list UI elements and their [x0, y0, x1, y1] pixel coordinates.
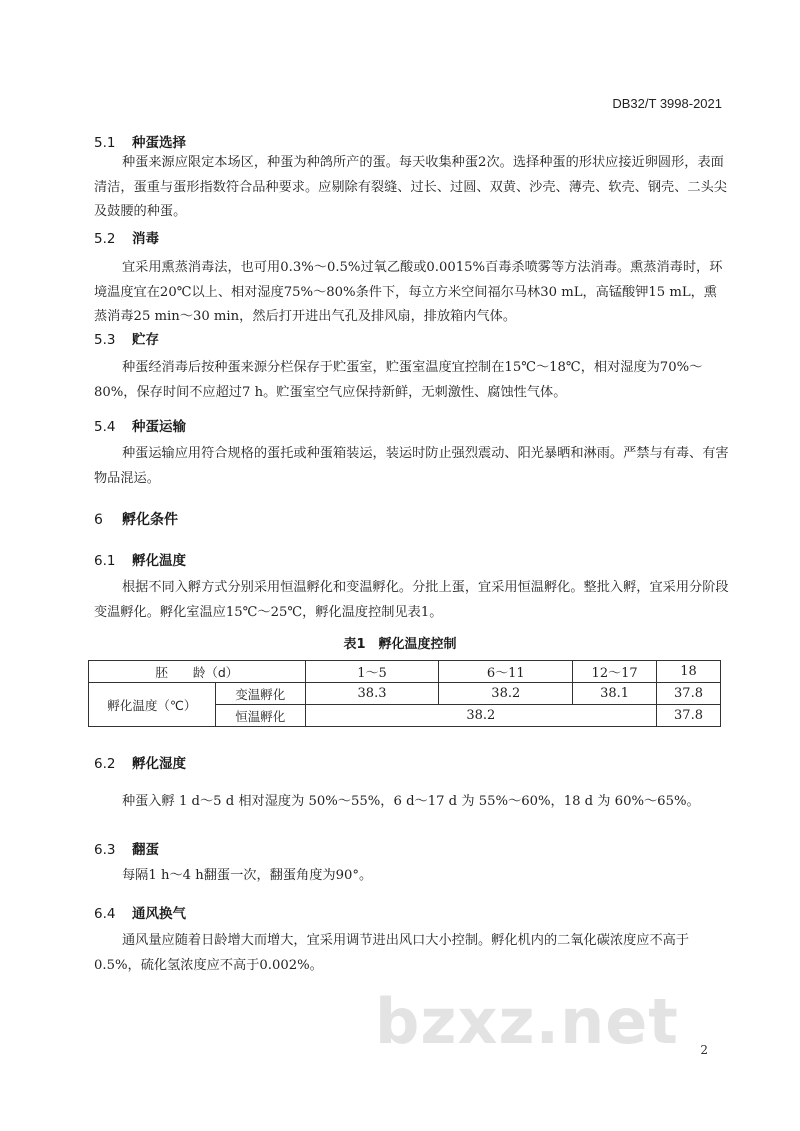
table-1-caption: 表1 孵化温度控制 [343, 637, 457, 652]
table-row [89, 661, 721, 683]
table-header-cell: 胚 龄（d） [89, 661, 306, 683]
watermark: bzxz.net [375, 985, 679, 1058]
table-1-incubation-temperature [88, 660, 721, 727]
section-5-3-text: 种蛋经消毒后按种蛋来源分栏保存于贮蛋室，贮蛋室温度宜控制在15℃～18℃，相对湿度为70%～80%，保存时间不应超过7 h。贮蛋室空气应保持新鲜，无刺激性、腐蚀性气体。 [94, 360, 703, 400]
section-title: 孵化湿度 [132, 756, 186, 772]
section-title: 消毒 [132, 231, 159, 247]
page-number: 2 [700, 1043, 708, 1057]
table-header-cell: 12～17 [573, 661, 657, 683]
table-cell: 37.8 [657, 683, 721, 705]
section-number: 5.4 [94, 419, 116, 435]
standard-code: DB32/T 3998-2021 [612, 96, 722, 111]
section-5-3-heading [94, 328, 159, 348]
table-cell: 37.8 [657, 705, 721, 727]
section-title: 翻蛋 [132, 842, 159, 858]
section-6-3-heading [94, 838, 159, 858]
table-header-cell: 1～5 [305, 661, 439, 683]
table-row-sublabel: 变温孵化 [215, 683, 305, 705]
section-title: 种蛋运输 [132, 419, 186, 435]
section-6-2-heading [94, 752, 186, 772]
section-title: 孵化条件 [122, 512, 178, 528]
table-header-cell: 6～11 [439, 661, 573, 683]
table-row-sublabel: 恒温孵化 [215, 705, 305, 727]
section-5-4-heading [94, 415, 186, 435]
section-number: 5.1 [94, 135, 116, 151]
table-cell: 38.1 [573, 683, 657, 705]
table-cell: 38.3 [305, 683, 439, 705]
section-5-2-heading [94, 227, 159, 247]
section-6-3-text: 每隔1 h～4 h翻蛋一次，翻蛋角度为90°。 [122, 868, 373, 883]
table-row-label: 孵化温度（℃） [89, 683, 216, 727]
section-6-4-text: 通风量应随着日龄增大而增大，宜采用调节进出风口大小控制。孵化机内的二氧化碳浓度应不高于0.5%，硫化氢浓度应不高于0.002%。 [94, 933, 690, 973]
section-title: 贮存 [132, 332, 159, 348]
table-cell: 38.2 [305, 705, 656, 727]
section-6-1-heading [94, 549, 186, 569]
section-5-4-text: 种蛋运输应用符合规格的蛋托或种蛋箱装运，装运时防止强烈震动、阳光暴晒和淋雨。严禁与有毒、有害物品混运。 [94, 446, 729, 486]
section-number: 5.3 [94, 332, 116, 348]
table-row [89, 683, 721, 705]
section-6-4-heading [94, 902, 186, 922]
section-number: 6.3 [94, 842, 116, 858]
section-title: 通风换气 [132, 906, 186, 922]
section-5-1-text: 种蛋来源应限定本场区，种蛋为种鸽所产的蛋。每天收集种蛋2次。选择种蛋的形状应接近卵圆形，表面清洁，蛋重与蛋形指数符合品种要求。应剔除有裂缝、过长、过圆、双黄、沙壳、薄壳、软壳、钢壳、二头尖及鼓腰的种蛋。 [94, 155, 727, 219]
section-5-2-text: 宜采用熏蒸消毒法，也可用0.3%～0.5%过氧乙酸或0.0015%百毒杀喷雾等方法消毒。熏蒸消毒时，环境温度宜在20℃以上、相对湿度75%～80%条件下，每立方米空间福尔马林30 mL，高锰酸钾15 mL，熏蒸消毒25 min～30 min，然后打开进出气孔及排风扇，排放箱内气体。 [94, 260, 723, 324]
section-number: 6 [94, 512, 103, 528]
section-title: 种蛋选择 [132, 135, 186, 151]
section-5-1-heading [94, 131, 186, 151]
section-6-heading [94, 509, 178, 529]
table-header-cell: 18 [657, 661, 721, 683]
section-number: 6.2 [94, 756, 116, 772]
section-number: 5.2 [94, 231, 116, 247]
section-title: 孵化温度 [132, 553, 186, 569]
section-6-2-text: 种蛋入孵 1 d～5 d 相对湿度为 50%～55%，6 d～17 d 为 55%～60%，18 d 为 60%～65%。 [122, 794, 700, 809]
table-cell: 38.2 [439, 683, 573, 705]
section-6-1-text: 根据不同入孵方式分别采用恒温孵化和变温孵化。分批上蛋，宜采用恒温孵化。整批入孵，宜采用分阶段变温孵化。孵化室温应15℃～25℃，孵化温度控制见表1。 [94, 580, 729, 620]
section-number: 6.1 [94, 553, 116, 569]
section-number: 6.4 [94, 906, 116, 922]
